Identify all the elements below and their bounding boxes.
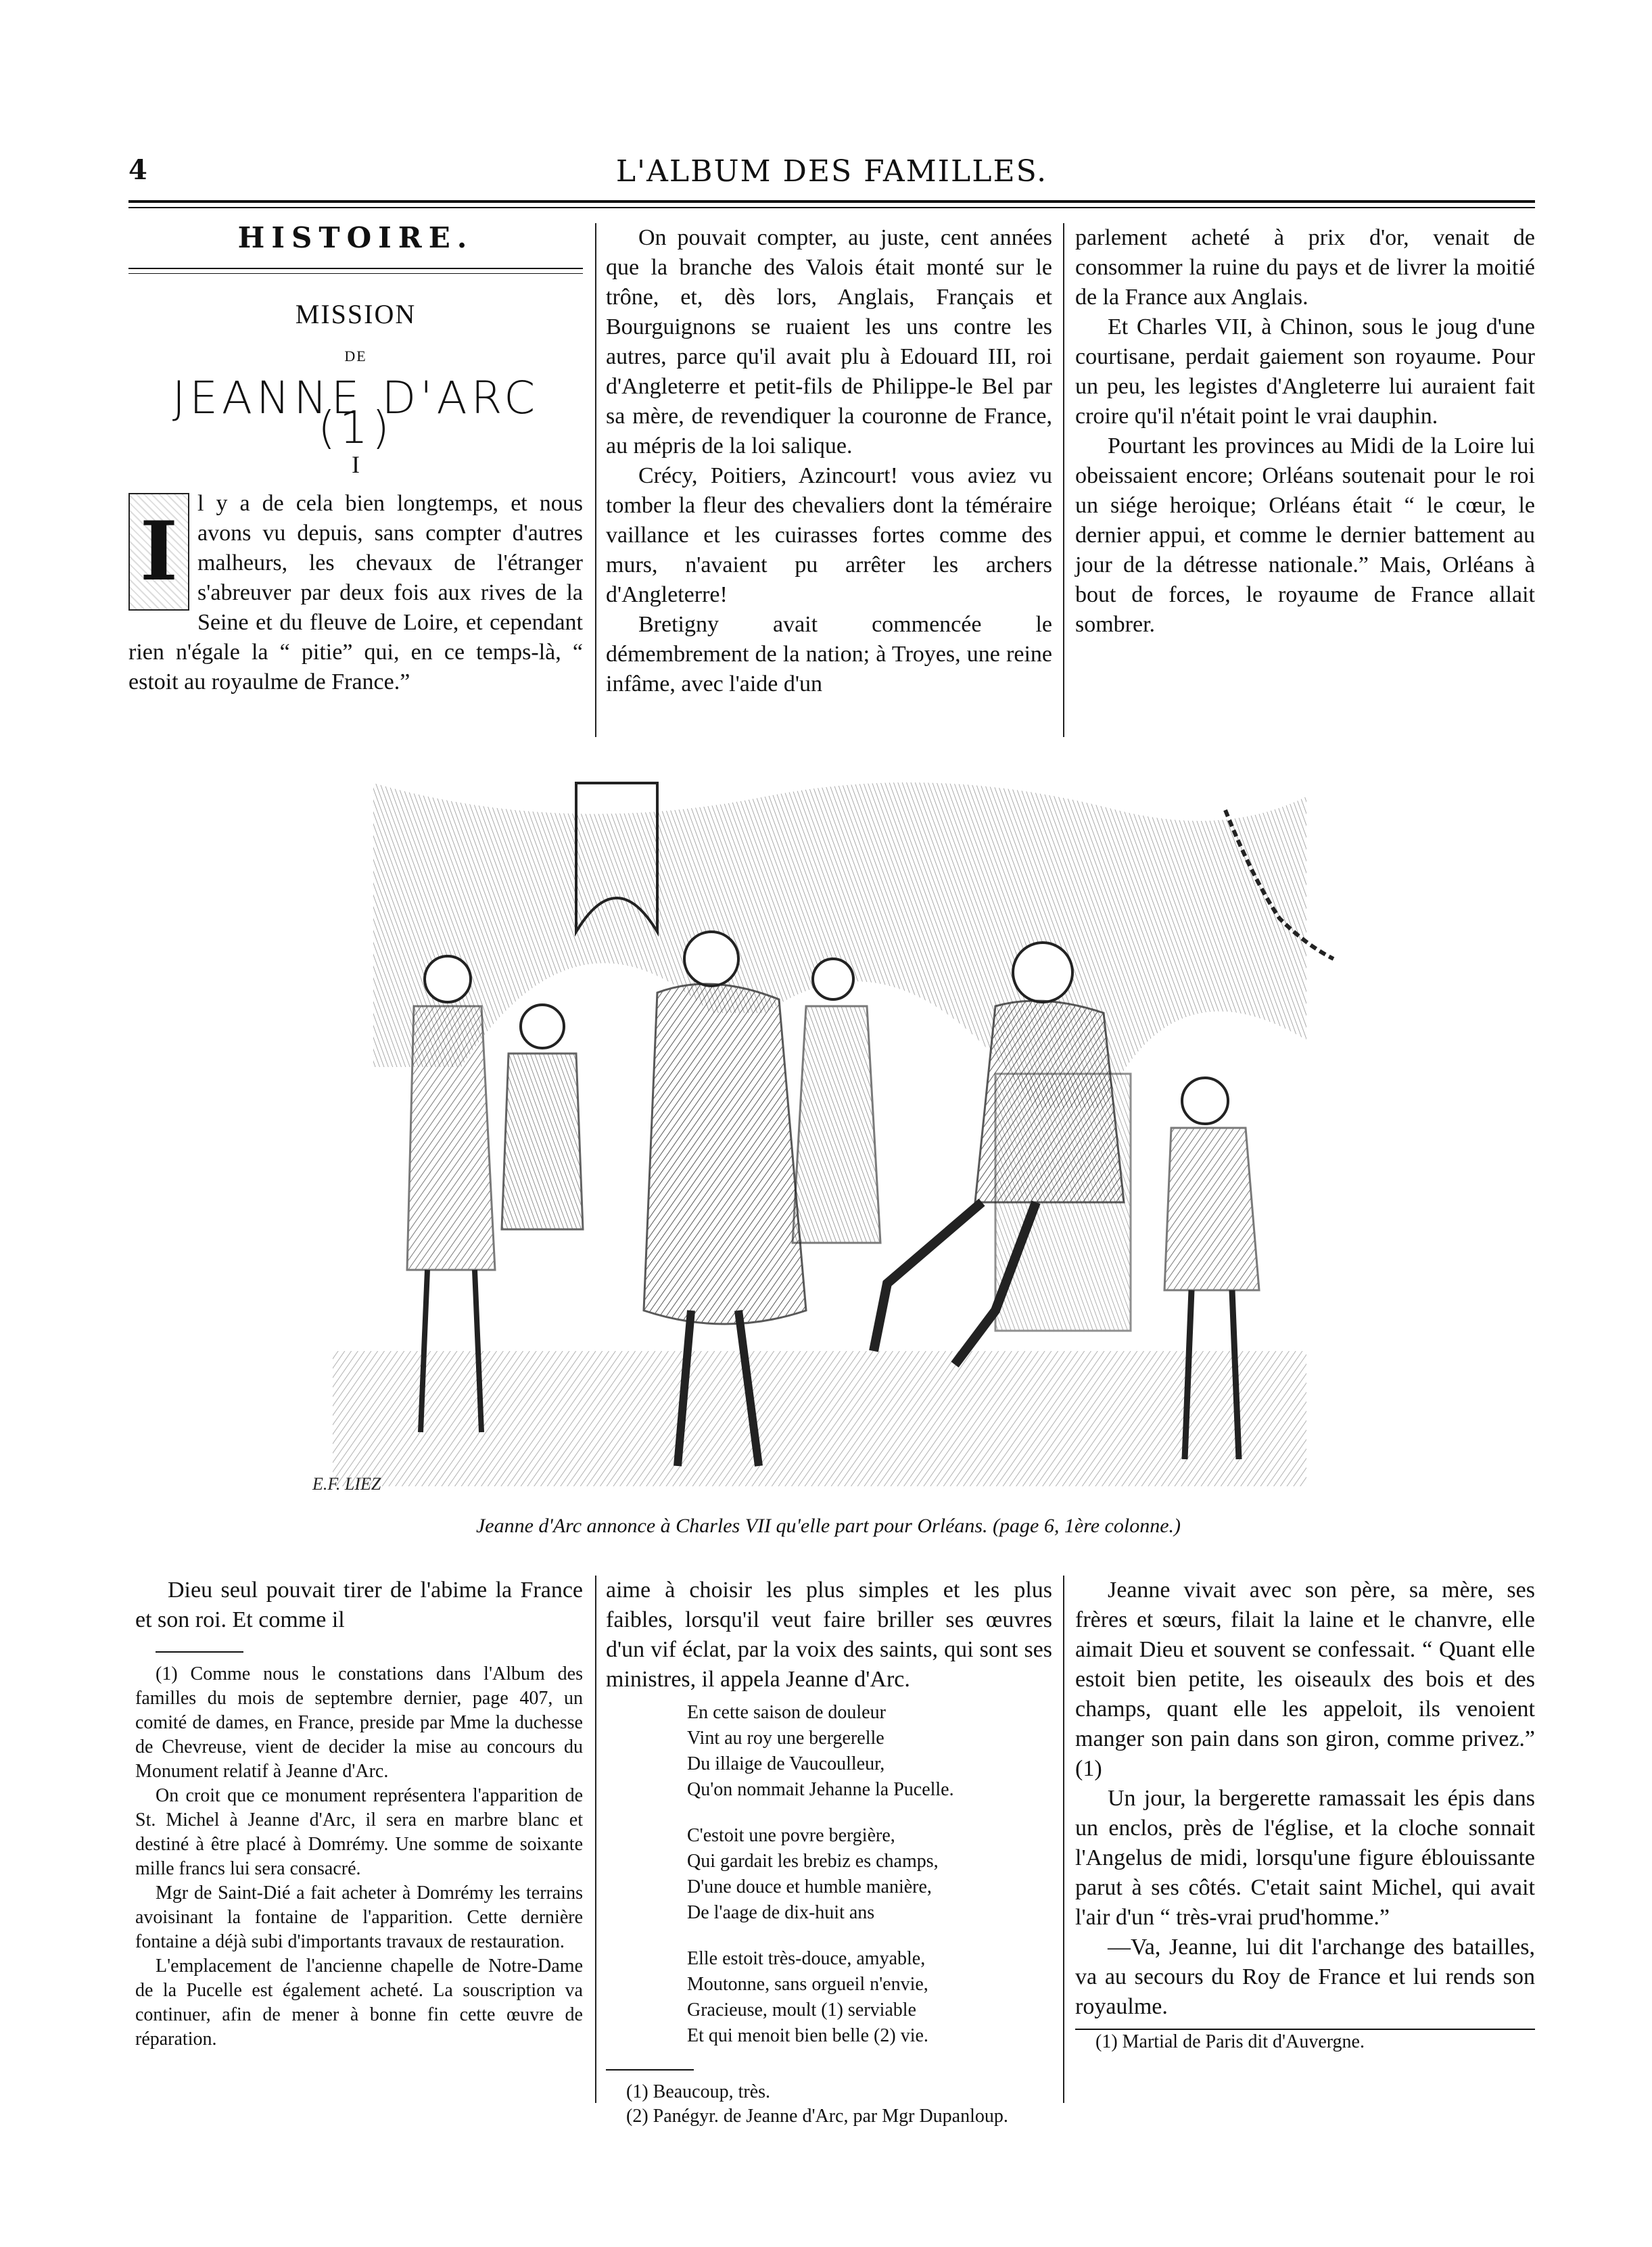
article-paragraph: Bretigny avait commencée le démembrement de la nation; à Troyes, une reine infâme, avec l'aide d'un	[606, 612, 1052, 696]
chapter-number: I	[352, 451, 360, 478]
footnotes	[606, 2080, 1052, 2129]
page-header	[128, 154, 1535, 195]
footnote: (1) Comme nous le constations dans l'Album des familles du mois de septembre dernier, page 407, un comité de dames, en France, preside par Mme la duchesse de Chevreuse, vient de decider la mise au concours du Monument relatif à Jeanne d'Arc.	[135, 1663, 583, 1782]
footnote: (2) Panégyr. de Jeanne d'Arc, par Mgr Dupanloup.	[626, 2106, 1008, 2127]
article-paragraph: Et Charles VII, à Chinon, sous le joug d'une courtisane, perdait gaiement son royaume. Pour un peu, les legistes d'Angleterre lui auraient fait croire qu'il n'était point le vrai dauphin.	[1075, 314, 1535, 429]
footnote: (1) Beaucoup, très.	[626, 2081, 771, 2102]
section-title: HISTOIRE.	[237, 221, 474, 254]
verse-line: Gracieuse, moult (1) serviable	[687, 2000, 916, 2020]
verse-block	[606, 1700, 1052, 2049]
footnotes	[1075, 2030, 1535, 2054]
article-paragraph: aime à choisir les plus simples et les plus faibles, lorsqu'il veut faire briller ses œuvres d'un vif éclat, par la voix des saints, qui sont ses ministres, il appela Jeanne d'Arc.	[606, 1578, 1052, 1692]
header-rule	[128, 200, 1535, 203]
footnote-rule	[606, 2069, 694, 2071]
column-divider	[1063, 223, 1064, 737]
verse-line: Qu'on nommait Jehanne la Pucelle.	[687, 1779, 954, 1800]
verse-line: En cette saison de douleur	[687, 1702, 886, 1723]
dropcap: I	[128, 493, 189, 611]
verse-line: Vint au roy une bergerelle	[687, 1728, 884, 1749]
footnotes	[135, 1662, 583, 2052]
article-paragraph: Pourtant les provinces au Midi de la Loire lui obeissaient encore; Orléans soutenait pour le roi un siége heroique; Orléans était “ le cœur, le dernier appui, et comme le dernier battement au jour de la détresse nationale.” Mais, Orléans à bout de forces, le royaume de France allait sombrer.	[1075, 433, 1535, 637]
section-rule-thin	[128, 273, 583, 274]
article-paragraph: Un jour, la bergerette ramassait les épis dans un enclos, près de l'église, et la cloche sonnait l'Angelus de midi, lorsqu'une figure éblouissante parut à ses côtés. C'etait saint Michel, qui avait l'air d'un “ très-vrai prud'homme.”	[1075, 1786, 1535, 1930]
footnote: On croit que ce monument représentera l'apparition de St. Michel à Jeanne d'Arc, il sera en marbre blanc et destiné à être placé à Domrémy. Une somme de soixante mille francs lui sera consacré.	[135, 1785, 583, 1879]
article-paragraph: parlement acheté à prix d'or, venait de consommer la ruine du pays et de livrer la moitié de la France aux Anglais.	[1075, 225, 1535, 310]
verse-stanza	[687, 1700, 1052, 1803]
verse-line: D'une douce et humble manière,	[687, 1876, 932, 1897]
footnote: L'emplacement de l'ancienne chapelle de Notre-Dame de la Pucelle est également acheté. La souscription va continuer, afin de mener à bonne fin cette œuvre de réparation.	[135, 1956, 583, 2050]
footnote: (1) Martial de Paris dit d'Auvergne.	[1095, 2031, 1365, 2052]
illustration-caption: Jeanne d'Arc annonce à Charles VII qu'elle part pour Orléans. (page 6, 1ère colonne.)	[475, 1515, 1181, 1537]
verse-line: De l'aage de dix-huit ans	[687, 1902, 875, 1923]
article-paragraph: Jeanne vivait avec son père, sa mère, ses frères et sœurs, filait la laine et le chanvre, elle aimait Dieu et souvent se confessait. “ Quant elle estoit bien petite, les oiseaulx des bois et des champs, quant elle les appeloit, ils venoient manger son pain dans son giron, comme privez.” (1)	[1075, 1578, 1535, 1781]
verse-line: Qui gardait les brebiz es champs,	[687, 1851, 939, 1872]
article-kicker: MISSION	[295, 299, 417, 329]
lower-column-1	[135, 1576, 583, 2052]
header-rule-thin	[128, 207, 1535, 208]
verse-line: Moutonne, sans orgueil n'envie,	[687, 1974, 928, 1995]
column-2	[606, 223, 1052, 699]
page-number: 4	[128, 154, 147, 186]
article-paragraph: On pouvait compter, au juste, cent années que la branche des Valois était monté sur le trône, et, dès lors, Anglais, Français et Bourguignons se ruaient les uns contre les autres, parce qu'il avait plu à Edouard III, roi d'Angleterre et petit-fils de Philippe-le Bel par sa mère, de revendiquer la couronne de France, au mépris de la loi salique.	[606, 225, 1052, 458]
lower-column-2	[606, 1576, 1052, 2129]
verse-line: Du illaige de Vaucoulleur,	[687, 1753, 885, 1774]
article-paragraph: l y a de cela bien longtemps, et nous avons vu depuis, sans compter d'autres malheurs, les chevaux de l'étranger s'abreuver par deux fois aux rives de la Seine et du fleuve de Loire, et cependant rien n'égale la “ pitie” qui, en ce temps-là, “ estoit au royaulme de France.”	[128, 491, 583, 694]
column-3	[1075, 223, 1535, 640]
verse-stanza	[687, 1823, 1052, 1926]
column-divider	[595, 1576, 596, 2103]
section-rule	[128, 268, 583, 269]
verse-line: Et qui menoit bien belle (2) vie.	[687, 2025, 928, 2046]
verse-line: Elle estoit très-douce, amyable,	[687, 1948, 926, 1969]
verse-line: C'estoit une povre bergière,	[687, 1825, 895, 1846]
verse-stanza	[687, 1946, 1052, 2049]
article-kicker-de: DE	[344, 348, 367, 364]
article-headline: JEANNE D'ARC (1)	[172, 372, 540, 454]
article-paragraph: Crécy, Poitiers, Azincourt! vous aviez vu tomber la fleur des chevaliers dont la téméraire vaillance et les cuirasses fortes comme des murs, n'avaient pu arrêter les archers d'Angleterre!	[606, 463, 1052, 607]
article-paragraph: —Va, Jeanne, lui dit l'archange des batailles, va au secours du Roy de France et lui rends son royaulme.	[1075, 1935, 1535, 2019]
engraving-illustration	[292, 756, 1367, 1507]
lower-column-3	[1075, 1576, 1535, 2054]
engraver-signature: E.F. LIEZ	[312, 1474, 381, 1494]
footnote-rule	[156, 1651, 243, 1653]
column-divider	[595, 223, 596, 737]
column-1	[128, 223, 583, 697]
column-divider	[1063, 1576, 1064, 2103]
journal-title: L'ALBUM DES FAMILLES.	[615, 154, 1048, 189]
footnote: Mgr de Saint-Dié a fait acheter à Domrémy les terrains avoisinant la fontaine de l'apparition. Cette dernière fontaine a déjà subi d'importants travaux de restauration.	[135, 1883, 583, 1952]
article-paragraph: Dieu seul pouvait tirer de l'abime la France et son roi. Et comme il	[135, 1578, 583, 1632]
